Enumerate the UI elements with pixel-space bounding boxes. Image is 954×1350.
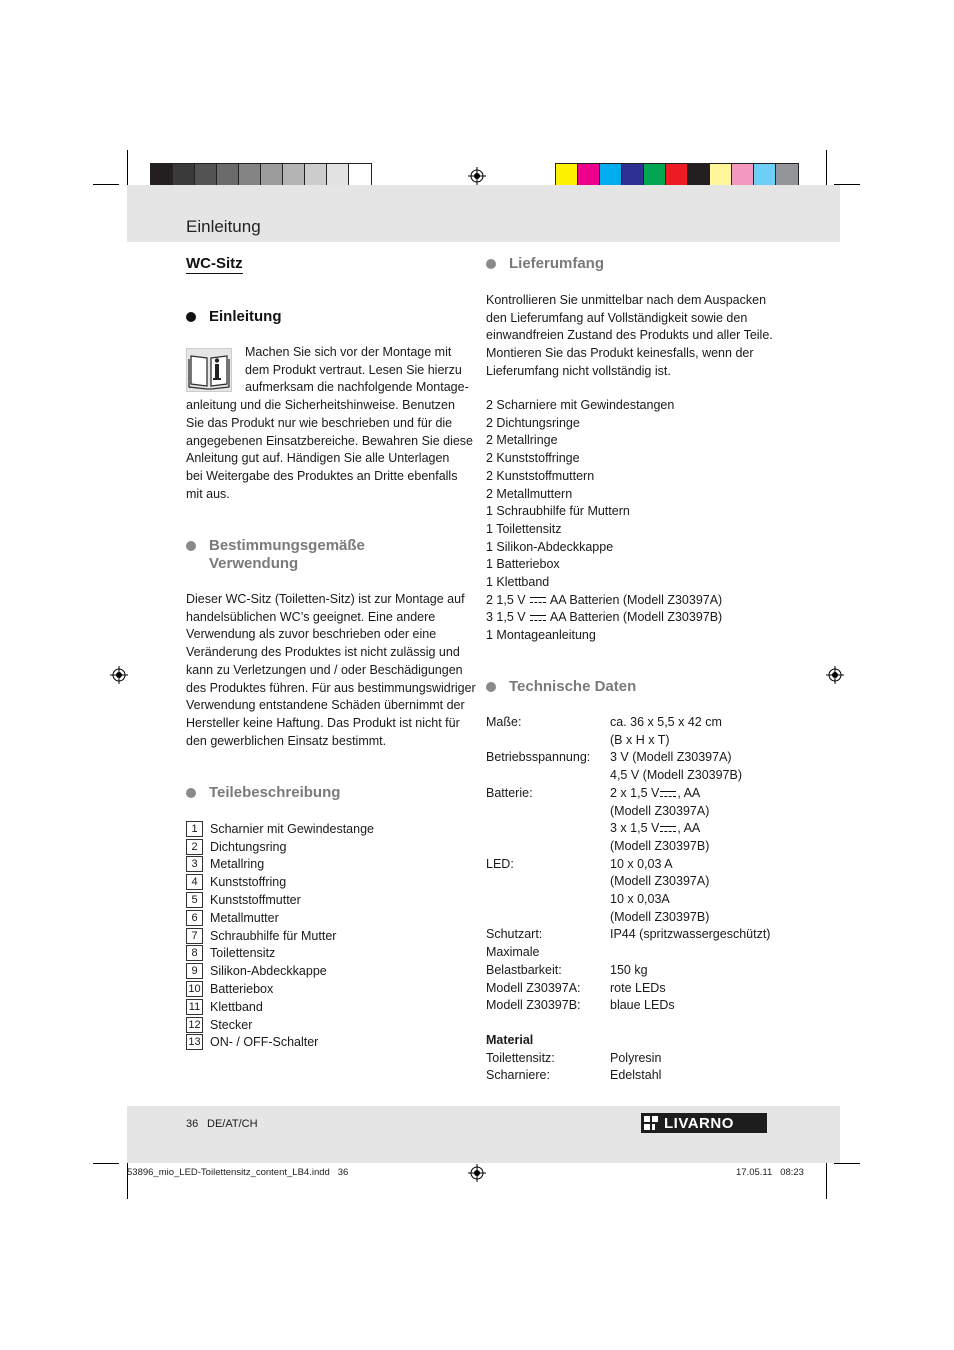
list-item: 1 Silikon-Abdeckkappe	[486, 539, 614, 554]
part-number: 8	[186, 945, 203, 961]
crop-mark	[826, 150, 827, 186]
color-swatch	[305, 164, 327, 186]
spec-value: 3 V (Modell Z30397A)	[610, 750, 732, 765]
text-line: Verwendung entstandene Schäden übernimmt der	[186, 698, 465, 713]
spec-key: Batterie:	[486, 785, 533, 800]
color-swatch	[283, 164, 305, 186]
intended-use-heading-line: Verwendung	[209, 555, 299, 572]
part-label: Batteriebox	[210, 982, 274, 997]
text-line: aufmerksam die nachfolgende Montage-	[245, 380, 469, 395]
slug-filename: 53896_mio_LED-Toilettensitz_content_LB4.indd 36	[127, 1167, 349, 1178]
color-swatch	[600, 164, 622, 186]
list-item: 1 Schraubhilfe für Muttern	[486, 504, 630, 519]
text-line: einwandfreien Zustand des Produkts und aller Teile.	[486, 328, 773, 343]
bullet-dot-icon	[186, 788, 196, 798]
scope-heading-text: Lieferumfang	[509, 255, 605, 272]
intro-heading-text: Einleitung	[209, 308, 282, 325]
tech-data-heading-text: Technische Daten	[509, 678, 637, 695]
color-swatch	[644, 164, 666, 186]
spec-key: Modell Z30397A:	[486, 980, 581, 995]
spec-key: Betriebsspannung:	[486, 750, 591, 765]
part-label: Metallring	[210, 857, 265, 872]
list-item: 1 Klettband	[486, 575, 550, 590]
list-item	[186, 962, 374, 980]
spec-row	[486, 891, 830, 909]
scope-heading	[486, 255, 604, 272]
spec-value: IP44 (spritzwassergeschützt)	[610, 927, 771, 942]
spec-key: Maße:	[486, 715, 522, 729]
spec-row	[486, 1050, 830, 1068]
text-line: Verwendung als zuvor beschrieben oder eine	[186, 627, 437, 642]
text-line: bei Weitergabe des Produktes an Dritte ebenfalls	[186, 468, 458, 483]
text-fragment: 3 1,5 V	[486, 610, 526, 625]
brand-name: LIVARNO	[664, 1114, 734, 1132]
crop-mark	[93, 1163, 119, 1164]
text-line: den Lieferumfang auf Vollständigkeit sowie den	[486, 310, 748, 325]
crop-mark	[93, 184, 119, 185]
spec-value: Edelstahl	[610, 1068, 662, 1083]
intended-use-heading	[186, 537, 365, 573]
spec-row	[486, 1067, 830, 1085]
locale-label: DE/AT/CH	[207, 1118, 258, 1130]
part-label: Klettband	[210, 999, 263, 1014]
text-line: angegebenen Einsatzbereiche. Bewahren Sie diese	[186, 433, 474, 448]
part-label: Metallmutter	[210, 910, 279, 925]
part-label: Scharnier mit Gewindestange	[210, 821, 374, 836]
color-swatch	[195, 164, 217, 186]
part-number: 7	[186, 928, 203, 944]
spec-value: blaue LEDs	[610, 998, 675, 1013]
spec-row	[486, 980, 830, 998]
spec-row	[486, 962, 830, 980]
text-fragment: , AA	[677, 785, 701, 800]
brand-mark-icon	[644, 1116, 658, 1130]
list-item	[186, 856, 374, 874]
spec-row	[486, 749, 830, 767]
intended-use-text	[186, 591, 476, 750]
color-swatch	[349, 164, 371, 186]
spec-key: LED:	[486, 856, 514, 871]
text-fragment: 2 1,5 V	[486, 592, 526, 607]
text-fragment: AA Batterien (Modell Z30397A)	[549, 592, 723, 607]
part-number: 3	[186, 856, 203, 872]
bullet-dot-icon	[186, 312, 196, 322]
part-label: Silikon-Abdeckkappe	[210, 964, 327, 979]
text-fragment: , AA	[677, 821, 701, 836]
spec-value: 10 x 0,03 A	[610, 856, 673, 871]
parts-list	[186, 820, 374, 1051]
spec-row	[486, 732, 830, 750]
color-swatch	[239, 164, 261, 186]
list-item: 1 Toilettensitz	[486, 521, 562, 536]
part-number: 5	[186, 892, 203, 908]
color-swatch	[556, 164, 578, 186]
list-item	[186, 820, 374, 838]
color-swatch	[732, 164, 754, 186]
spec-key: Belastbarkeit:	[486, 962, 562, 977]
list-item	[186, 838, 374, 856]
registration-mark-icon	[468, 167, 486, 185]
spec-value: (B x H x T)	[610, 732, 670, 747]
spec-value: (Modell Z30397B)	[610, 909, 710, 924]
list-item	[186, 998, 374, 1016]
color-swatch	[151, 164, 173, 186]
process-color-bar	[555, 163, 799, 187]
spec-row	[486, 820, 830, 838]
page-number: 36	[186, 1118, 199, 1130]
list-item: 2 Metallmuttern	[486, 486, 573, 501]
spec-value: rote LEDs	[610, 980, 666, 995]
text-fragment: 3 x 1,5 V	[610, 821, 660, 836]
intro-heading	[186, 308, 282, 325]
part-label: Schraubhilfe für Mutter	[210, 928, 337, 943]
color-swatch	[688, 164, 710, 186]
spec-value: (Modell Z30397B)	[610, 838, 710, 853]
part-label: Kunststoffring	[210, 875, 287, 890]
slug-timestamp: 17.05.11 08:23	[736, 1167, 804, 1178]
list-item	[486, 609, 786, 627]
text-line: Anleitung gut auf. Händigen Sie alle Unterlagen	[186, 451, 450, 466]
direct-current-icon	[660, 826, 676, 832]
spec-value: ca. 36 x 5,5 x 42 cm	[610, 715, 722, 729]
spec-key: Modell Z30397B:	[486, 998, 581, 1013]
spec-value: (Modell Z30397A)	[610, 803, 710, 818]
spec-row	[486, 909, 830, 927]
spec-row	[486, 714, 830, 732]
direct-current-icon	[530, 597, 546, 603]
list-item: 1 Montageanleitung	[486, 628, 596, 643]
list-item	[186, 873, 374, 891]
spec-row	[486, 926, 830, 944]
text-line: kann zu Verletzungen und / oder Beschädigungen	[186, 662, 463, 677]
grey-color-bar	[150, 163, 372, 187]
part-label: Toilettensitz	[210, 946, 276, 961]
registration-mark-icon	[468, 1164, 486, 1182]
part-number: 12	[186, 1017, 203, 1033]
list-item	[186, 927, 374, 945]
text-fragment: AA Batterien (Modell Z30397B)	[549, 610, 723, 625]
crop-mark	[834, 1163, 860, 1164]
list-item: 2 Kunststoffmuttern	[486, 468, 595, 483]
list-item: 2 Kunststoffringe	[486, 451, 580, 466]
list-item	[186, 1034, 374, 1052]
spec-key: Toilettensitz:	[486, 1050, 555, 1065]
spec-value: 4,5 V (Modell Z30397B)	[610, 768, 743, 783]
parts-heading	[186, 784, 340, 801]
material-heading-row	[486, 1032, 830, 1050]
color-swatch	[173, 164, 195, 186]
spec-row	[486, 873, 830, 891]
spec-row	[486, 838, 830, 856]
color-swatch	[261, 164, 283, 186]
registration-mark-icon	[110, 666, 128, 684]
document-title: WC-Sitz	[186, 255, 243, 272]
part-label: Stecker	[210, 1017, 253, 1032]
scope-text	[486, 292, 786, 381]
color-swatch	[776, 164, 798, 186]
spec-value: (Modell Z30397A)	[610, 874, 710, 889]
registration-mark-icon	[826, 666, 844, 684]
part-label: Dichtungsring	[210, 839, 287, 854]
color-swatch	[217, 164, 239, 186]
part-number: 4	[186, 874, 203, 890]
list-item: 2 Scharniere mit Gewindestangen	[486, 398, 675, 412]
bullet-dot-icon	[186, 541, 196, 551]
color-swatch	[622, 164, 644, 186]
text-line: dem Produkt vertraut. Lesen Sie hierzu	[245, 362, 462, 377]
text-line: Veränderung des Produktes ist nicht zulässig und	[186, 645, 460, 660]
list-item	[186, 1016, 374, 1034]
spec-key: Scharniere:	[486, 1068, 550, 1083]
spec-key: Maximale	[486, 945, 540, 960]
text-fragment: 2 x 1,5 V	[610, 785, 660, 800]
bullet-dot-icon	[486, 682, 496, 692]
spec-row	[486, 767, 830, 785]
list-item: 2 Metallringe	[486, 433, 558, 448]
text-line: Machen Sie sich vor der Montage mit	[245, 345, 452, 359]
text-line: Dieser WC-Sitz (Toiletten-Sitz) ist zur Montage auf	[186, 592, 465, 606]
spec-value	[610, 820, 830, 838]
part-label: Kunststoffmutter	[210, 893, 301, 908]
spec-row	[486, 944, 830, 962]
list-item: 2 Dichtungsringe	[486, 415, 580, 430]
crop-mark	[127, 150, 128, 186]
spec-value: 10 x 0,03A	[610, 892, 670, 907]
text-line: Sie das Produkt nur wie beschrieben und für die	[186, 415, 453, 430]
spec-value	[610, 785, 830, 803]
text-line: Hersteller keine Haftung. Das Produkt ist nicht für	[186, 715, 460, 730]
spec-key: Schutzart:	[486, 927, 543, 942]
color-swatch	[327, 164, 349, 186]
tech-specs-table	[486, 714, 830, 1085]
text-line: Lieferumfang nicht vollständig ist.	[486, 363, 671, 378]
part-number: 11	[186, 999, 203, 1015]
scope-items	[486, 397, 786, 645]
list-item	[186, 945, 374, 963]
text-line: Kontrollieren Sie unmittelbar nach dem Auspacken	[486, 293, 767, 307]
spec-row	[486, 997, 830, 1015]
spec-row	[486, 785, 830, 803]
text-line: des Produktes führen. Für aus bestimmungswidriger	[186, 680, 476, 695]
intended-use-heading-line: Bestimmungsgemäße	[209, 537, 365, 554]
color-swatch	[754, 164, 776, 186]
spec-row	[486, 856, 830, 874]
color-swatch	[710, 164, 732, 186]
text-line: handelsüblichen WC’s geeignet. Eine andere	[186, 609, 436, 624]
color-swatch	[578, 164, 600, 186]
list-item	[186, 909, 374, 927]
spec-value: Polyresin	[610, 1050, 662, 1065]
spec-value: 150 kg	[610, 962, 648, 977]
part-number: 10	[186, 981, 203, 997]
text-line: den gewerblichen Einsatz bestimmt.	[186, 733, 387, 748]
list-item: 1 Batteriebox	[486, 557, 560, 572]
text-line: Montieren Sie das Produkt keinesfalls, wenn der	[486, 346, 754, 361]
brand-logo	[641, 1113, 767, 1133]
bullet-dot-icon	[486, 259, 496, 269]
part-number: 2	[186, 839, 203, 855]
part-label: ON- / OFF-Schalter	[210, 1035, 319, 1050]
direct-current-icon	[660, 791, 676, 797]
spec-row	[486, 803, 830, 821]
part-number: 6	[186, 910, 203, 926]
list-item	[186, 980, 374, 998]
direct-current-icon	[530, 615, 546, 621]
intro-text	[186, 344, 476, 503]
list-item	[486, 592, 786, 610]
part-number: 1	[186, 821, 203, 837]
crop-mark	[826, 1163, 827, 1199]
material-heading: Material	[486, 1032, 534, 1047]
text-line: mit aus.	[186, 486, 230, 501]
parts-heading-text: Teilebeschreibung	[209, 784, 341, 801]
text-line: anleitung und die Sicherheitshinweise. Benutzen	[186, 398, 455, 413]
color-swatch	[666, 164, 688, 186]
page-header-title: Einleitung	[186, 217, 261, 236]
tech-data-heading	[486, 678, 636, 695]
list-item	[186, 891, 374, 909]
part-number: 13	[186, 1034, 203, 1050]
part-number: 9	[186, 963, 203, 979]
